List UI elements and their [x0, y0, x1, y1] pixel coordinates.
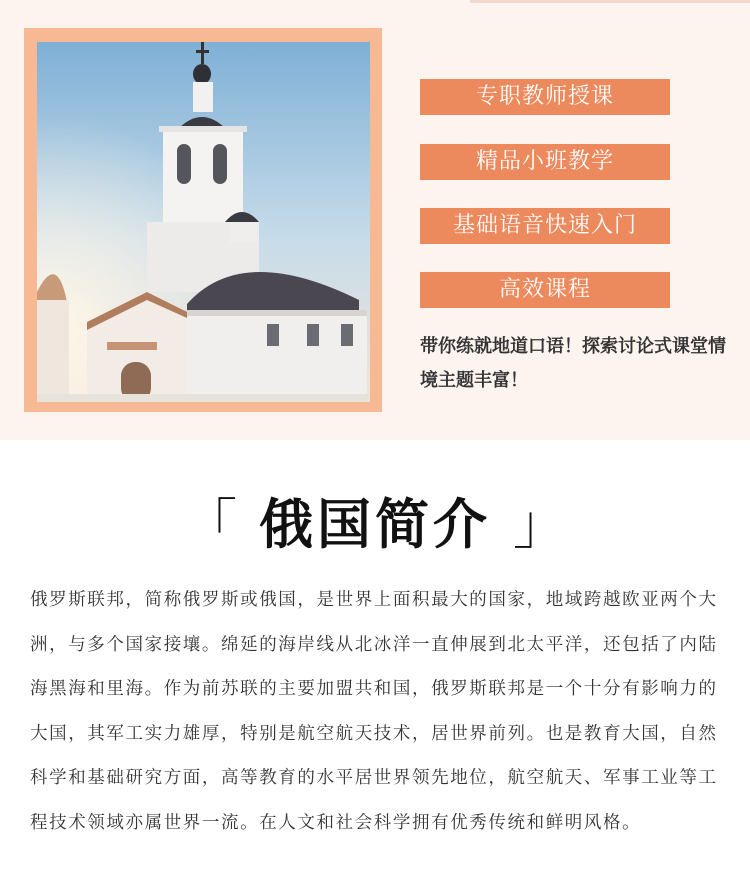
- top-divider: [470, 0, 750, 3]
- intro-paragraph: 俄罗斯联邦，简称俄罗斯或俄国，是世界上面积最大的国家，地域跨越欧亚两个大洲，与多个国家接壤。绵延的海岸线从北冰洋一直伸展到北太平洋，还包括了内陆海黑海和里海。作为前苏联的主要加盟共和国，俄罗斯联邦是一个十分有影响力的大国，其军工实力雄厚，特别是航空航天技术，居世界前列。也是教育大国，自然科学和基础研究方面，高等教育的水平居世界领先地位，航空航天、军事工业等工程技术领域亦属世界一流。在人文和社会科学拥有优秀传统和鲜明风格。: [30, 590, 718, 833]
- slogan-text: 带你练就地道口语！探索讨论式课堂情境主题丰富！: [420, 336, 726, 391]
- open-bracket: 「: [183, 493, 237, 556]
- tag-small-class: 精品小班教学: [420, 144, 670, 180]
- church-photo: [37, 42, 370, 402]
- close-bracket: 」: [513, 493, 567, 556]
- section-heading: [0, 486, 750, 562]
- tag-efficient-course: 高效课程: [420, 272, 670, 308]
- tag-phonetics: 基础语音快速入门: [420, 208, 670, 244]
- section-title: 俄国简介: [259, 492, 491, 556]
- tag-teacher: 专职教师授课: [420, 79, 670, 115]
